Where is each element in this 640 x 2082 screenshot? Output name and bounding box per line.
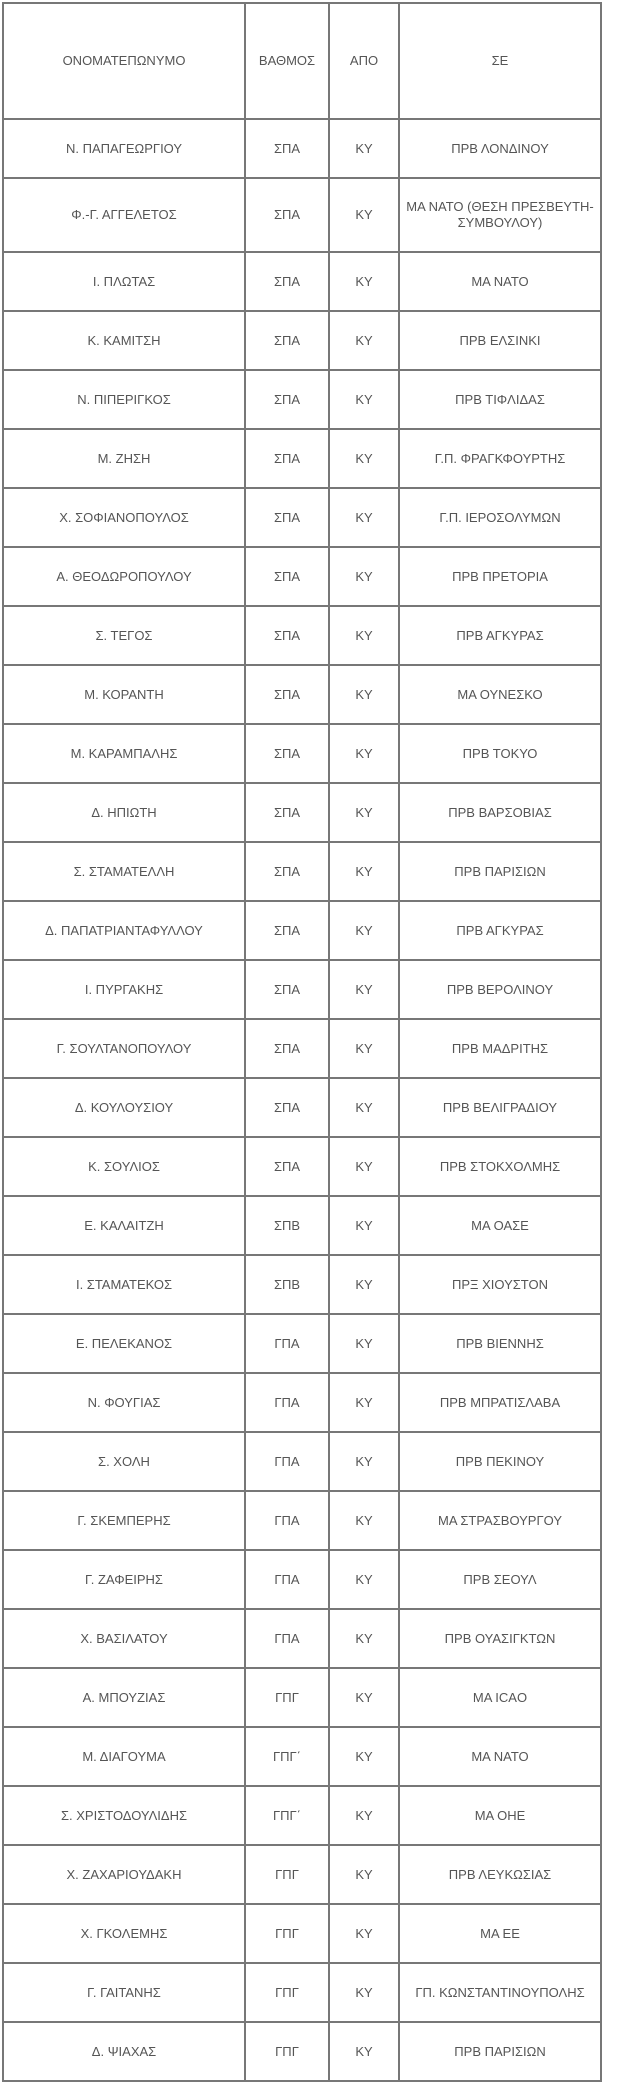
table-row	[3, 1668, 601, 1727]
cell-from: ΚΥ	[329, 1373, 399, 1432]
cell-name: Ι. ΣΤΑΜΑΤΕΚΟΣ	[3, 1255, 245, 1314]
cell-grade: ΣΠΒ	[245, 1196, 329, 1255]
cell-name: Χ. ΒΑΣΙΛΑΤΟΥ	[3, 1609, 245, 1668]
cell-grade: ΣΠΑ	[245, 429, 329, 488]
cell-grade: ΓΠΑ	[245, 1491, 329, 1550]
table-row	[3, 1078, 601, 1137]
cell-to: ΠΡΒ ΤΙΦΛΙΔΑΣ	[399, 370, 601, 429]
cell-to: ΜΑ ΝΑΤΟ (ΘΕΣΗ ΠΡΕΣΒΕΥΤΗ-ΣΥΜΒΟΥΛΟΥ)	[399, 178, 601, 252]
table-row	[3, 1491, 601, 1550]
table-row	[3, 178, 601, 252]
cell-name: Ι. ΠΛΩΤΑΣ	[3, 252, 245, 311]
cell-name: Μ. ΚΑΡΑΜΠΑΛΗΣ	[3, 724, 245, 783]
cell-grade: ΣΠΑ	[245, 1137, 329, 1196]
cell-to: ΠΡΒ ΠΡΕΤΟΡΙΑ	[399, 547, 601, 606]
cell-from: ΚΥ	[329, 252, 399, 311]
cell-to: ΠΡΒ ΟΥΑΣΙΓΚΤΩΝ	[399, 1609, 601, 1668]
cell-from: ΚΥ	[329, 119, 399, 178]
cell-name: Ε. ΠΕΛΕΚΑΝΟΣ	[3, 1314, 245, 1373]
cell-from: ΚΥ	[329, 547, 399, 606]
cell-from: ΚΥ	[329, 842, 399, 901]
cell-grade: ΣΠΒ	[245, 1255, 329, 1314]
cell-to: ΠΡΒ ΤΟΚΥΟ	[399, 724, 601, 783]
cell-to: ΠΡΒ ΛΟΝΔΙΝΟΥ	[399, 119, 601, 178]
header-from: ΑΠΟ	[329, 3, 399, 119]
cell-to: ΠΡΒ ΠΕΚΙΝΟΥ	[399, 1432, 601, 1491]
table-row	[3, 665, 601, 724]
cell-name: Γ. ΖΑΦΕΙΡΗΣ	[3, 1550, 245, 1609]
table-row	[3, 606, 601, 665]
table-row	[3, 1727, 601, 1786]
cell-name: Γ. ΓΑΙΤΑΝΗΣ	[3, 1963, 245, 2022]
cell-name: Γ. ΣΚΕΜΠΕΡΗΣ	[3, 1491, 245, 1550]
cell-to: ΠΡΒ ΛΕΥΚΩΣΙΑΣ	[399, 1845, 601, 1904]
cell-name: Φ.-Γ. ΑΓΓΕΛΕΤΟΣ	[3, 178, 245, 252]
cell-from: ΚΥ	[329, 1609, 399, 1668]
cell-grade: ΓΠΑ	[245, 1314, 329, 1373]
table-row	[3, 1609, 601, 1668]
cell-grade: ΣΠΑ	[245, 119, 329, 178]
cell-from: ΚΥ	[329, 429, 399, 488]
cell-grade: ΣΠΑ	[245, 547, 329, 606]
cell-name: Ι. ΠΥΡΓΑΚΗΣ	[3, 960, 245, 1019]
cell-to: ΜΑ ICAO	[399, 1668, 601, 1727]
cell-grade: ΣΠΑ	[245, 606, 329, 665]
cell-from: ΚΥ	[329, 1078, 399, 1137]
cell-name: Σ. ΧΡΙΣΤΟΔΟΥΛΙΔΗΣ	[3, 1786, 245, 1845]
header-row	[3, 3, 601, 119]
cell-from: ΚΥ	[329, 1904, 399, 1963]
cell-from: ΚΥ	[329, 1491, 399, 1550]
cell-to: ΜΑ ΝΑΤΟ	[399, 252, 601, 311]
cell-grade: ΓΠΓ	[245, 1668, 329, 1727]
cell-from: ΚΥ	[329, 724, 399, 783]
cell-to: ΠΡΒ ΜΑΔΡΙΤΗΣ	[399, 1019, 601, 1078]
cell-name: Μ. ΚΟΡΑΝΤΗ	[3, 665, 245, 724]
table-row	[3, 252, 601, 311]
table-row	[3, 1432, 601, 1491]
cell-from: ΚΥ	[329, 1137, 399, 1196]
cell-grade: ΣΠΑ	[245, 311, 329, 370]
cell-grade: ΓΠΓ	[245, 1904, 329, 1963]
cell-from: ΚΥ	[329, 901, 399, 960]
cell-to: ΠΡΒ ΒΙΕΝΝΗΣ	[399, 1314, 601, 1373]
cell-grade: ΣΠΑ	[245, 1019, 329, 1078]
cell-from: ΚΥ	[329, 1963, 399, 2022]
cell-grade: ΓΠΑ	[245, 1550, 329, 1609]
transfers-table	[2, 2, 602, 2082]
cell-to: ΜΑ ΟΑΣΕ	[399, 1196, 601, 1255]
cell-to: Γ.Π. ΦΡΑΓΚΦΟΥΡΤΗΣ	[399, 429, 601, 488]
cell-name: Ν. ΠΑΠΑΓΕΩΡΓΙΟΥ	[3, 119, 245, 178]
cell-from: ΚΥ	[329, 960, 399, 1019]
cell-to: ΜΑ ΝΑΤΟ	[399, 1727, 601, 1786]
header-grade: ΒΑΘΜΟΣ	[245, 3, 329, 119]
cell-grade: ΓΠΓ΄	[245, 1786, 329, 1845]
table-row	[3, 724, 601, 783]
cell-name: Δ. ΗΠΙΩΤΗ	[3, 783, 245, 842]
transfers-table-body	[3, 3, 601, 2081]
cell-from: ΚΥ	[329, 1432, 399, 1491]
cell-from: ΚΥ	[329, 1845, 399, 1904]
cell-to: Γ.Π. ΙΕΡΟΣΟΛΥΜΩΝ	[399, 488, 601, 547]
cell-name: Γ. ΣΟΥΛΤΑΝΟΠΟΥΛΟΥ	[3, 1019, 245, 1078]
cell-name: Σ. ΣΤΑΜΑΤΕΛΛΗ	[3, 842, 245, 901]
table-row	[3, 370, 601, 429]
table-row	[3, 1137, 601, 1196]
cell-name: Α. ΘΕΟΔΩΡΟΠΟΥΛΟΥ	[3, 547, 245, 606]
cell-name: Χ. ΖΑΧΑΡΙΟΥΔΑΚΗ	[3, 1845, 245, 1904]
table-row	[3, 960, 601, 1019]
cell-grade: ΓΠΑ	[245, 1432, 329, 1491]
cell-from: ΚΥ	[329, 606, 399, 665]
cell-name: Δ. ΚΟΥΛΟΥΣΙΟΥ	[3, 1078, 245, 1137]
cell-to: ΠΡΒ ΠΑΡΙΣΙΩΝ	[399, 842, 601, 901]
cell-grade: ΣΠΑ	[245, 252, 329, 311]
cell-name: Σ. ΤΕΓΟΣ	[3, 606, 245, 665]
cell-name: Κ. ΚΑΜΙΤΣΗ	[3, 311, 245, 370]
table-row	[3, 488, 601, 547]
cell-to: ΠΡΒ ΕΛΣΙΝΚΙ	[399, 311, 601, 370]
table-row	[3, 1019, 601, 1078]
cell-to: ΠΡΒ ΣΤΟΚΧΟΛΜΗΣ	[399, 1137, 601, 1196]
table-row	[3, 1904, 601, 1963]
cell-to: ΜΑ ΕΕ	[399, 1904, 601, 1963]
table-row	[3, 1314, 601, 1373]
cell-grade: ΓΠΓ	[245, 2022, 329, 2081]
cell-from: ΚΥ	[329, 370, 399, 429]
cell-to: ΠΡΒ ΜΠΡΑΤΙΣΛΑΒΑ	[399, 1373, 601, 1432]
cell-to: ΠΡΞ ΧΙΟΥΣΤΟΝ	[399, 1255, 601, 1314]
cell-to: ΜΑ ΟΗΕ	[399, 1786, 601, 1845]
table-row	[3, 783, 601, 842]
cell-grade: ΓΠΓ΄	[245, 1727, 329, 1786]
cell-name: Ε. ΚΑΛΑΙΤΖΗ	[3, 1196, 245, 1255]
cell-to: ΠΡΒ ΠΑΡΙΣΙΩΝ	[399, 2022, 601, 2081]
cell-to: ΠΡΒ ΣΕΟΥΛ	[399, 1550, 601, 1609]
table-row	[3, 1196, 601, 1255]
table-row	[3, 1373, 601, 1432]
cell-from: ΚΥ	[329, 178, 399, 252]
table-row	[3, 547, 601, 606]
table-row	[3, 1963, 601, 2022]
cell-to: ΠΡΒ ΑΓΚΥΡΑΣ	[399, 606, 601, 665]
cell-from: ΚΥ	[329, 1255, 399, 1314]
cell-grade: ΣΠΑ	[245, 178, 329, 252]
cell-grade: ΣΠΑ	[245, 960, 329, 1019]
cell-name: Δ. ΠΑΠΑΤΡΙΑΝΤΑΦΥΛΛΟΥ	[3, 901, 245, 960]
cell-grade: ΣΠΑ	[245, 783, 329, 842]
cell-from: ΚΥ	[329, 783, 399, 842]
cell-to: ΠΡΒ ΑΓΚΥΡΑΣ	[399, 901, 601, 960]
table-row	[3, 119, 601, 178]
cell-from: ΚΥ	[329, 2022, 399, 2081]
cell-name: Σ. ΧΟΛΗ	[3, 1432, 245, 1491]
cell-to: ΓΠ. ΚΩΝΣΤΑΝΤΙΝΟΥΠΟΛΗΣ	[399, 1963, 601, 2022]
cell-grade: ΣΠΑ	[245, 488, 329, 547]
cell-grade: ΣΠΑ	[245, 842, 329, 901]
table-row	[3, 1255, 601, 1314]
cell-grade: ΓΠΓ	[245, 1845, 329, 1904]
header-name: ΟΝΟΜΑΤΕΠΩΝΥΜΟ	[3, 3, 245, 119]
cell-from: ΚΥ	[329, 1727, 399, 1786]
cell-grade: ΣΠΑ	[245, 665, 329, 724]
table-row	[3, 842, 601, 901]
table-row	[3, 1550, 601, 1609]
cell-name: Χ. ΣΟΦΙΑΝΟΠΟΥΛΟΣ	[3, 488, 245, 547]
cell-to: ΠΡΒ ΒΕΡΟΛΙΝΟΥ	[399, 960, 601, 1019]
cell-name: Δ. ΨΙΑΧΑΣ	[3, 2022, 245, 2081]
cell-from: ΚΥ	[329, 311, 399, 370]
cell-grade: ΣΠΑ	[245, 724, 329, 783]
table-row	[3, 429, 601, 488]
cell-grade: ΣΠΑ	[245, 901, 329, 960]
cell-grade: ΓΠΓ	[245, 1963, 329, 2022]
cell-name: Ν. ΠΙΠΕΡΙΓΚΟΣ	[3, 370, 245, 429]
cell-name: Ν. ΦΟΥΓΙΑΣ	[3, 1373, 245, 1432]
cell-grade: ΣΠΑ	[245, 1078, 329, 1137]
cell-from: ΚΥ	[329, 1550, 399, 1609]
cell-to: ΜΑ ΟΥΝΕΣΚΟ	[399, 665, 601, 724]
table-row	[3, 1786, 601, 1845]
cell-to: ΜΑ ΣΤΡΑΣΒΟΥΡΓΟΥ	[399, 1491, 601, 1550]
table-row	[3, 311, 601, 370]
cell-to: ΠΡΒ ΒΑΡΣΟΒΙΑΣ	[399, 783, 601, 842]
cell-name: Μ. ΔΙΑΓΟΥΜΑ	[3, 1727, 245, 1786]
cell-grade: ΓΠΑ	[245, 1373, 329, 1432]
header-to: ΣΕ	[399, 3, 601, 119]
cell-name: Α. ΜΠΟΥΖΙΑΣ	[3, 1668, 245, 1727]
cell-name: Κ. ΣΟΥΛΙΟΣ	[3, 1137, 245, 1196]
cell-to: ΠΡΒ ΒΕΛΙΓΡΑΔΙΟΥ	[399, 1078, 601, 1137]
table-row	[3, 1845, 601, 1904]
table-row	[3, 2022, 601, 2081]
cell-name: Χ. ΓΚΟΛΕΜΗΣ	[3, 1904, 245, 1963]
cell-grade: ΓΠΑ	[245, 1609, 329, 1668]
cell-from: ΚΥ	[329, 488, 399, 547]
cell-from: ΚΥ	[329, 1668, 399, 1727]
cell-name: Μ. ΖΗΣΗ	[3, 429, 245, 488]
cell-from: ΚΥ	[329, 1019, 399, 1078]
cell-grade: ΣΠΑ	[245, 370, 329, 429]
cell-from: ΚΥ	[329, 1314, 399, 1373]
cell-from: ΚΥ	[329, 665, 399, 724]
cell-from: ΚΥ	[329, 1196, 399, 1255]
cell-from: ΚΥ	[329, 1786, 399, 1845]
table-row	[3, 901, 601, 960]
